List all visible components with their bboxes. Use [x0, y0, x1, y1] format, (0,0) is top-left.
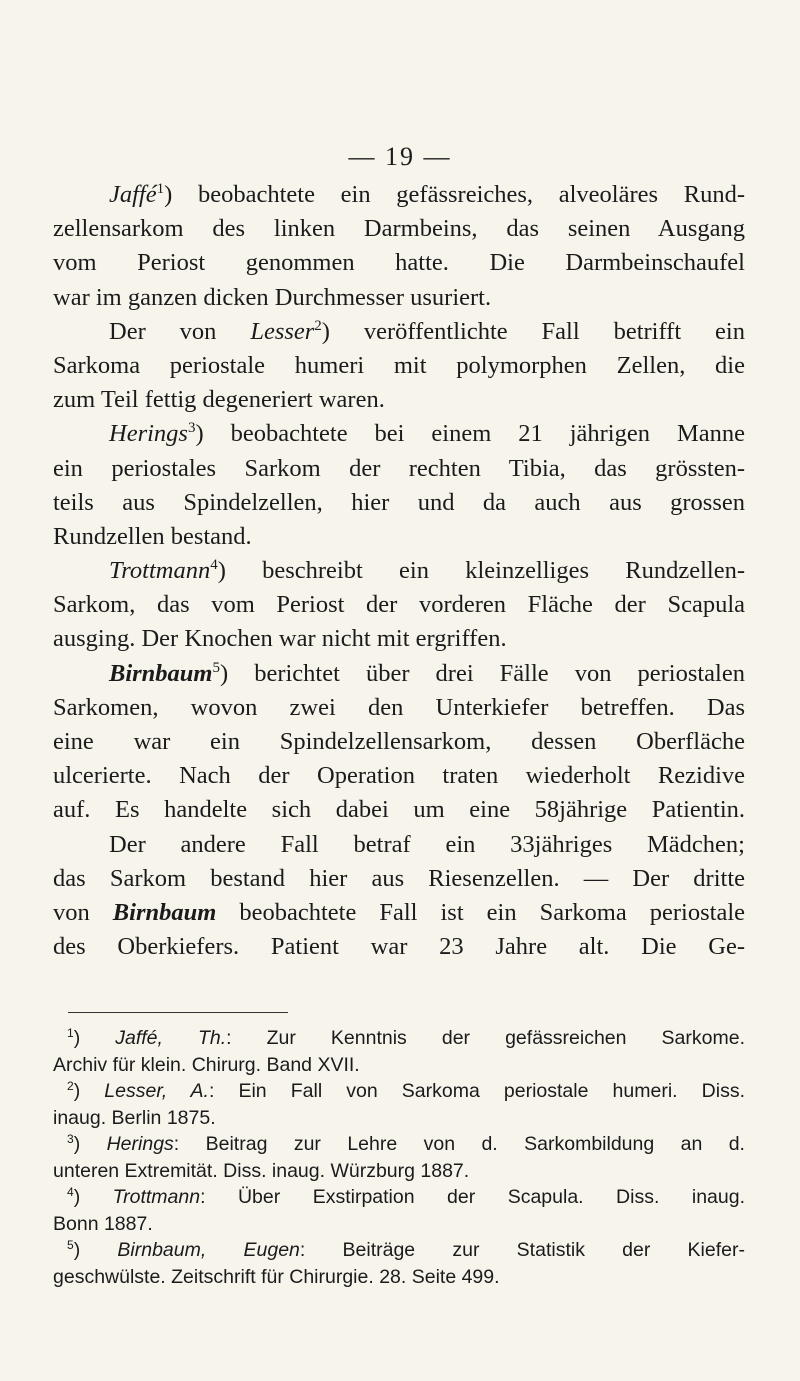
footnote-2: $^2$) Lesser, A.: Ein Fall von Sarkoma periostale humeri. Diss. inaug. Berlin 1875.	[53, 1079, 745, 1129]
p2-line-1: Der von Lesser$^2$) veröffentlichte Fall betrifft ein	[109, 317, 745, 345]
p5-footnote-ref: 5	[212, 659, 220, 676]
footnotes	[53, 1025, 745, 1290]
footnote-5: $^5$) Birnbaum, Eugen: Beiträge zur Statistik der Kiefer- geschwülste. Zeitschrift für Chirurgie. 28. Seite 499.	[53, 1238, 745, 1288]
p5-line-4: ulcerierte. Nach der Operation traten wiederholt Rezidive	[53, 762, 745, 790]
p6-author: Birnbaum	[112, 898, 217, 926]
p1-author: Jaffé	[109, 181, 157, 208]
footnote-author: Jaffé, Th.	[115, 1027, 227, 1049]
p4-line-3: ausging. Der Knochen war nicht mit ergriffen.	[53, 625, 507, 653]
p4-footnote-ref: 4	[210, 557, 218, 574]
footnote-number: 2	[67, 1079, 74, 1093]
footnote-number: 4	[67, 1185, 74, 1199]
footnote-4: $^4$) Trottmann: Über Exstirpation der Scapula. Diss. inaug. Bonn 1887.	[53, 1185, 745, 1235]
p1-line-4: war im ganzen dicken Durchmesser usuriert.	[53, 283, 492, 311]
footnote-number: 1	[67, 1026, 74, 1040]
p2-footnote-ref: 2	[314, 317, 322, 334]
footnote-separator	[68, 1012, 288, 1013]
body-text	[53, 178, 745, 964]
p6-line-3: von Birnbaum beobachtete Fall ist ein Sarkoma periostale	[53, 898, 746, 926]
p6-line-4: des Oberkiefers. Patient war 23 Jahre alt. Die Ge-	[53, 933, 745, 961]
p3-line-3: teils aus Spindelzellen, hier und da auch aus grossen	[53, 488, 745, 516]
footnote-1: $^1$) Jaffé, Th.: Zur Kenntnis der gefässreichen Sarkome. Archiv für klein. Chirurg. Band XVII.	[53, 1026, 745, 1076]
p4-author: Trottmann	[109, 557, 211, 585]
p5-line-2: Sarkomen, wovon zwei den Unterkiefer betreffen. Das	[53, 693, 745, 721]
footnote-author: Herings	[106, 1133, 174, 1155]
footnote-number: 5	[67, 1238, 74, 1252]
p6-line-1: Der andere Fall betraf ein 33jähriges Mädchen;	[109, 830, 745, 858]
p3-author: Herings	[109, 420, 188, 448]
p2-line-2: Sarkoma periostale humeri mit polymorphen Zellen, die	[53, 351, 745, 379]
p2-author: Lesser	[250, 317, 315, 345]
p6-line-2: das Sarkom bestand hier aus Riesenzellen. — Der dritte	[53, 864, 745, 892]
p1-line-1: Jaffé$^1$) beobachtete ein gefässreiches, alveoläres Rund-	[109, 181, 745, 208]
footnote-number: 3	[67, 1132, 74, 1146]
p2-line-3: zum Teil fettig degeneriert waren.	[53, 386, 385, 414]
p1-line-3: vom Periost genommen hatte. Die Darmbeinschaufel	[53, 249, 745, 277]
p1-footnote-ref: 1	[156, 181, 165, 197]
p5-line-5: auf. Es handelte sich dabei um eine 58jährige Patientin.	[53, 796, 745, 824]
footnote-3: $^3$) Herings: Beitrag zur Lehre von d. Sarkombildung an d. unteren Extremität. Diss. inaug. Würzburg 1887.	[53, 1132, 745, 1182]
p5-author: Birnbaum	[109, 659, 213, 687]
p3-line-4: Rundzellen bestand.	[53, 522, 252, 550]
p5-line-3: eine war ein Spindelzellensarkom, dessen Oberfläche	[53, 728, 745, 755]
footnote-author: Lesser, A.	[104, 1080, 209, 1102]
p3-footnote-ref: 3	[187, 420, 196, 437]
footnote-author: Trottmann	[112, 1186, 201, 1208]
p3-line-1: Herings$^3$) beobachtete bei einem 21 jährigen Manne	[109, 420, 745, 448]
p1-line-2: zellensarkom des linken Darmbeins, das seinen Ausgang	[53, 215, 745, 243]
p3-line-2: ein periostales Sarkom der rechten Tibia, das grössten-	[53, 454, 745, 482]
p4-line-2: Sarkom, das vom Periost der vorderen Fläche der Scapula	[53, 591, 745, 619]
p5-line-1: Birnbaum$^5$) berichtet über drei Fälle von periostalen	[109, 659, 745, 687]
footnote-author: Birnbaum, Eugen	[117, 1239, 300, 1261]
p4-line-1: Trottmann$^4$) beschreibt ein kleinzelliges Rundzellen-	[109, 557, 745, 585]
page-number: — 19 —	[348, 142, 452, 171]
